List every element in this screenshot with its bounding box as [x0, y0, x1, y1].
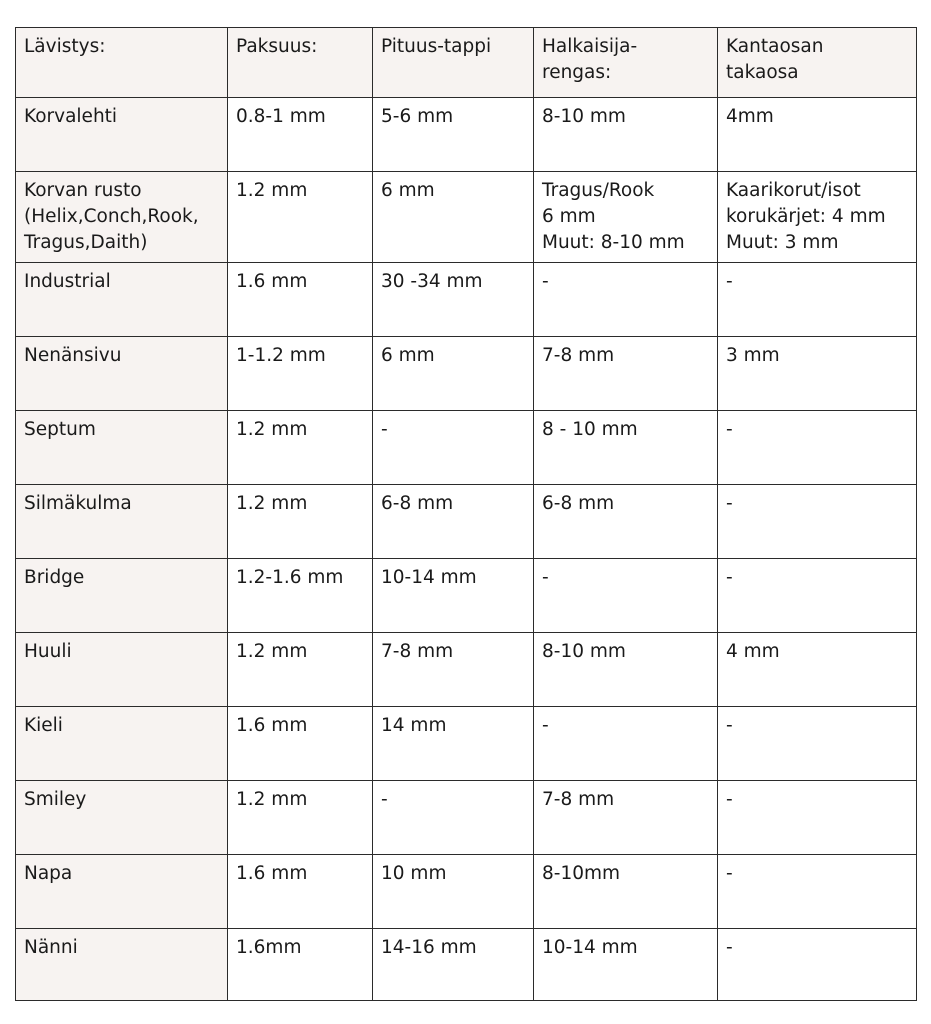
- bar-length-cell: 6 mm: [373, 337, 534, 411]
- piercing-table: [15, 27, 917, 1001]
- bar-length-cell: -: [373, 411, 534, 485]
- thickness-cell: 1.6 mm: [228, 263, 373, 337]
- bar-length-cell: 6-8 mm: [373, 485, 534, 559]
- bar-length-cell: 7-8 mm: [373, 633, 534, 707]
- back-part-cell: 4mm: [718, 98, 917, 172]
- back-part-cell: -: [718, 707, 917, 781]
- ring-diameter-cell: -: [534, 559, 718, 633]
- thickness-cell: 1.6 mm: [228, 707, 373, 781]
- piercing-name-cell: Bridge: [16, 559, 228, 633]
- ring-diameter-cell: -: [534, 263, 718, 337]
- thickness-cell: 1.2 mm: [228, 485, 373, 559]
- piercing-name-cell: Kieli: [16, 707, 228, 781]
- ring-diameter-cell: 6-8 mm: [534, 485, 718, 559]
- back-part-cell: 3 mm: [718, 337, 917, 411]
- table-row: [16, 781, 917, 855]
- back-part-cell: Kaarikorut/isot korukärjet: 4 mm Muut: 3 mm: [718, 172, 917, 263]
- piercing-name-cell: Silmäkulma: [16, 485, 228, 559]
- thickness-cell: 1.6mm: [228, 929, 373, 1001]
- table-row: [16, 633, 917, 707]
- piercing-name-cell: Nenänsivu: [16, 337, 228, 411]
- ring-diameter-cell: 7-8 mm: [534, 781, 718, 855]
- bar-length-cell: 10 mm: [373, 855, 534, 929]
- thickness-cell: 1.2 mm: [228, 781, 373, 855]
- bar-length-cell: -: [373, 781, 534, 855]
- thickness-cell: 1.2 mm: [228, 172, 373, 263]
- back-part-cell: -: [718, 855, 917, 929]
- piercing-name-cell: Napa: [16, 855, 228, 929]
- ring-diameter-cell: 8-10mm: [534, 855, 718, 929]
- thickness-cell: 0.8-1 mm: [228, 98, 373, 172]
- thickness-cell: 1-1.2 mm: [228, 337, 373, 411]
- table-row: [16, 559, 917, 633]
- thickness-cell: 1.2 mm: [228, 411, 373, 485]
- piercing-name-cell: Huuli: [16, 633, 228, 707]
- table-row: [16, 263, 917, 337]
- piercing-name-cell: Nänni: [16, 929, 228, 1001]
- table-row: [16, 855, 917, 929]
- bar-length-cell: 10-14 mm: [373, 559, 534, 633]
- piercing-name-cell: Industrial: [16, 263, 228, 337]
- piercing-name-cell: Smiley: [16, 781, 228, 855]
- piercing-name-cell: Septum: [16, 411, 228, 485]
- header-back-part: Kantaosan takaosa: [718, 28, 917, 98]
- piercing-name-cell: Korvalehti: [16, 98, 228, 172]
- ring-diameter-cell: -: [534, 707, 718, 781]
- table-row: [16, 929, 917, 1001]
- back-part-cell: -: [718, 485, 917, 559]
- thickness-cell: 1.2 mm: [228, 633, 373, 707]
- back-part-cell: 4 mm: [718, 633, 917, 707]
- header-thickness: Paksuus:: [228, 28, 373, 98]
- bar-length-cell: 5-6 mm: [373, 98, 534, 172]
- header-bar-length: Pituus-tappi: [373, 28, 534, 98]
- header-piercing: Lävistys:: [16, 28, 228, 98]
- table-row: [16, 707, 917, 781]
- bar-length-cell: 30 -34 mm: [373, 263, 534, 337]
- table-row: [16, 98, 917, 172]
- table-row: [16, 485, 917, 559]
- bar-length-cell: 6 mm: [373, 172, 534, 263]
- ring-diameter-cell: 7-8 mm: [534, 337, 718, 411]
- back-part-cell: -: [718, 559, 917, 633]
- ring-diameter-cell: 10-14 mm: [534, 929, 718, 1001]
- header-ring-diameter: Halkaisija- rengas:: [534, 28, 718, 98]
- thickness-cell: 1.6 mm: [228, 855, 373, 929]
- piercing-name-cell: Korvan rusto (Helix,Conch,Rook, Tragus,Daith): [16, 172, 228, 263]
- table-row: [16, 411, 917, 485]
- thickness-cell: 1.2-1.6 mm: [228, 559, 373, 633]
- back-part-cell: -: [718, 781, 917, 855]
- bar-length-cell: 14 mm: [373, 707, 534, 781]
- ring-diameter-cell: Tragus/Rook 6 mm Muut: 8-10 mm: [534, 172, 718, 263]
- table-row: [16, 172, 917, 263]
- back-part-cell: -: [718, 929, 917, 1001]
- ring-diameter-cell: 8-10 mm: [534, 98, 718, 172]
- ring-diameter-cell: 8 - 10 mm: [534, 411, 718, 485]
- bar-length-cell: 14-16 mm: [373, 929, 534, 1001]
- back-part-cell: -: [718, 263, 917, 337]
- header-row: [16, 28, 917, 98]
- table-row: [16, 337, 917, 411]
- ring-diameter-cell: 8-10 mm: [534, 633, 718, 707]
- back-part-cell: -: [718, 411, 917, 485]
